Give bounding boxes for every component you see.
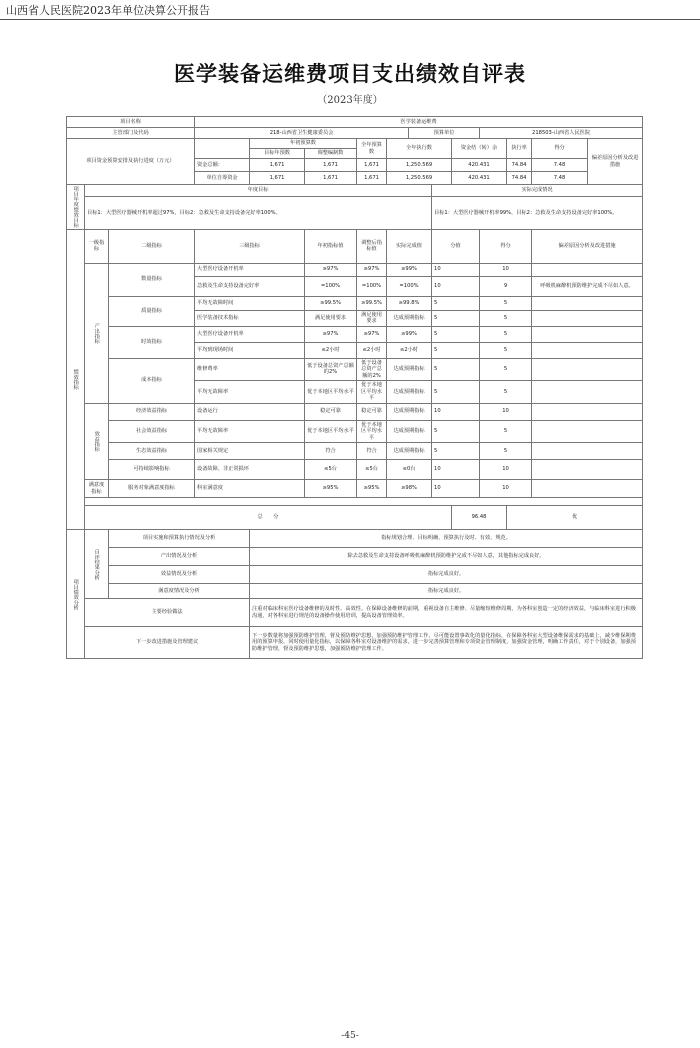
- analysis-item-text: 指标完成良好。: [250, 566, 643, 584]
- funds-header-row-1: [67, 139, 643, 149]
- total-score: 96.48: [452, 506, 507, 530]
- quality-indicator-label: 质量指标: [109, 296, 195, 326]
- indicator-name: 医学装备技术指标: [195, 310, 305, 326]
- indicator-actual: ≥99%: [387, 326, 432, 342]
- funds-row-value: 1,671: [250, 159, 305, 172]
- goals-content-row: [67, 197, 643, 229]
- unit-value: 218503-山西省人民医院: [480, 128, 643, 139]
- indicator-initial: 优于本地区平均水平: [305, 420, 357, 443]
- indicator-actual: ≤2小时: [387, 342, 432, 358]
- indicator-reason: [532, 480, 643, 498]
- indicator-adjusted: ≤2小时: [357, 342, 387, 358]
- analysis-group-label: 项目绩效分析: [67, 530, 85, 659]
- indicator-weight: 5: [432, 443, 480, 460]
- analysis-item-text: 注重对临床科室医疗设备维修的及时性、高效性。在保障设备维修的前期，重视设备自主维修、尽量缩短维修周期，为各科室创造一定的经济效益，与临床科室进行积极沟通，对各科室进行规范的设备操作使用培训，提高设备管理效率。: [250, 599, 643, 627]
- funds-row-value: 1,250.569: [387, 172, 452, 185]
- indicator-weight: 10: [432, 263, 480, 276]
- funds-row-value: 420.431: [452, 159, 507, 172]
- indicator-score: 5: [480, 358, 532, 381]
- timeliness-indicator-label: 时效指标: [109, 326, 195, 358]
- indicator-name: 设备故障、非正常损坏: [195, 460, 305, 480]
- satisfaction-indicator-label: 满意度指标: [85, 480, 109, 498]
- unit-label: 预算单位: [409, 128, 480, 139]
- funds-label: 项目资金预算安排及执行进度（万元）: [67, 139, 195, 185]
- indicator-score: 10: [480, 460, 532, 480]
- goals-annual-target-header: 年度目标: [85, 185, 432, 197]
- indicator-weight: 5: [432, 420, 480, 443]
- indicator-actual: 达成预期指标: [387, 381, 432, 404]
- indicator-initial: 稳定可靠: [305, 403, 357, 420]
- indicator-actual: 达成预期指标: [387, 403, 432, 420]
- indicator-l3-header: 三级指标: [195, 229, 305, 263]
- funds-row-value: 420.431: [452, 172, 507, 185]
- indicator-name: 平均无故障率: [195, 420, 305, 443]
- indicator-weight-header: 分值: [432, 229, 480, 263]
- spacer-cell: [85, 498, 643, 506]
- indicator-score: 5: [480, 342, 532, 358]
- analysis-sub-label: 自评结果分析: [85, 530, 109, 599]
- analysis-row: [67, 599, 643, 627]
- indicator-actual: ≤0台: [387, 460, 432, 480]
- ecological-indicator-label: 生态效益指标: [109, 443, 195, 460]
- customer-satisfaction-label: 服务对象满意度指标: [109, 480, 195, 498]
- indicator-adjusted: 稳定可靠: [357, 403, 387, 420]
- indicator-row: [67, 296, 643, 310]
- analysis-row: [67, 584, 643, 599]
- indicator-initial: 符合: [305, 443, 357, 460]
- funds-full-year-budget-header: 全年预算数: [357, 139, 387, 159]
- indicator-row: [67, 358, 643, 381]
- indicator-score: 5: [480, 420, 532, 443]
- indicator-name: 国家相关规定: [195, 443, 305, 460]
- indicator-score-header: 得分: [480, 229, 532, 263]
- indicator-name: 平均到现场时间: [195, 342, 305, 358]
- indicator-weight: 5: [432, 358, 480, 381]
- funds-annual-budget-header: 年初预算数: [250, 139, 357, 149]
- funds-row-value: 1,671: [357, 159, 387, 172]
- indicator-actual: ≥99%: [387, 263, 432, 276]
- goals-actual: 目标1：大型医疗器械开机率99%，目标2：急救及生命支持设备完好率100%。: [432, 197, 643, 229]
- indicator-adjusted: ≥99.5%: [357, 296, 387, 310]
- analysis-item-label: 项目实施和预算执行情况及分析: [109, 530, 250, 548]
- indicator-adjusted-header: 调整后指标值: [357, 229, 387, 263]
- analysis-row: [67, 627, 643, 659]
- document-header: 山西省人民医院2023年单位决算公开报告: [6, 4, 210, 17]
- page-number: -45-: [341, 1031, 359, 1041]
- indicator-row: [67, 443, 643, 460]
- indicator-reason: [532, 443, 643, 460]
- indicator-initial: 优于本地区平均水平: [305, 381, 357, 404]
- indicator-weight: 10: [432, 276, 480, 296]
- benefit-indicator-label: 效益指标: [85, 403, 109, 480]
- analysis-row: [67, 548, 643, 566]
- evaluation-table: [66, 116, 643, 659]
- department-value: 218-山西省卫生健康委员会: [195, 128, 409, 139]
- economic-indicator-label: 经济效益指标: [109, 403, 195, 420]
- indicator-reason-header: 偏差原因分析及改进措施: [532, 229, 643, 263]
- indicator-initial: ≥99.5%: [305, 296, 357, 310]
- indicator-spacer-row: [67, 498, 643, 506]
- funds-row-value: 74.84: [507, 172, 532, 185]
- analysis-item-text: 除去急救及生命支持设备呼吸机麻醉机预防维护完成不尽如人意，其他指标完成良好。: [250, 548, 643, 566]
- indicator-actual-header: 实际完成值: [387, 229, 432, 263]
- indicator-initial: ≥97%: [305, 263, 357, 276]
- funds-row-value: 1,250.569: [387, 159, 452, 172]
- funds-score-header: 得分: [532, 139, 588, 159]
- indicator-name: 急救及生命支持设备完好率: [195, 276, 305, 296]
- indicator-adjusted: ≥95%: [357, 480, 387, 498]
- indicator-weight: 5: [432, 296, 480, 310]
- funds-full-year-exec-header: 全年执行数: [387, 139, 452, 159]
- funds-target-budget-header: 目标年预数: [250, 149, 305, 159]
- indicator-initial: 满足使用要求: [305, 310, 357, 326]
- page-subtitle: （2023年度）: [317, 95, 383, 106]
- indicator-score: 10: [480, 263, 532, 276]
- indicator-reason: [532, 460, 643, 480]
- indicator-weight: 10: [432, 460, 480, 480]
- goals-actual-header: 实际完成情况: [432, 185, 643, 197]
- indicator-actual: 达成预期指标: [387, 310, 432, 326]
- analysis-item-text: 下一步数量将加强预防维护管理，督及预防维护思想，加强预防维护管理工作，尽可能设置事故化的量化指标，在保障各科室大型设备维保需求的基础上，减少维保期费用的预算申报，同时使用量化指标，以保障各科室对设备维护的需求，进一步完善预算管理和专项资金管理制度，加强资金管理，明确工作责任，对于个别设备，加强预防维护管理，督及预防维护思想，加强预防维护管理工作。: [250, 627, 643, 659]
- indicator-adjusted: ≥97%: [357, 263, 387, 276]
- analysis-item-label: 效益情况及分析: [109, 566, 250, 584]
- indicator-weight: 5: [432, 381, 480, 404]
- total-row: [67, 506, 643, 530]
- indicator-score: 10: [480, 403, 532, 420]
- indicator-score: 5: [480, 310, 532, 326]
- indicator-adjusted: =100%: [357, 276, 387, 296]
- indicator-reason: [532, 263, 643, 276]
- project-name-label: 项目名称: [67, 117, 195, 128]
- indicator-name: 平均无故障时间: [195, 296, 305, 310]
- indicator-name: 大型医疗设备开机率: [195, 263, 305, 276]
- analysis-row: [67, 566, 643, 584]
- indicator-row: [67, 480, 643, 498]
- quantity-indicator-label: 数量指标: [109, 263, 195, 296]
- indicator-actual: 达成预期指标: [387, 420, 432, 443]
- indicator-reason: [532, 310, 643, 326]
- funds-row-value: 1,671: [357, 172, 387, 185]
- indicator-name: 维修费率: [195, 358, 305, 381]
- indicator-weight: 5: [432, 310, 480, 326]
- indicator-l1-header: 一级指标: [85, 229, 109, 263]
- project-name-value: 医学装备运维费: [195, 117, 643, 128]
- indicator-name: 大型医疗设备开机率: [195, 326, 305, 342]
- indicator-initial: ≤5台: [305, 460, 357, 480]
- analysis-row: [67, 530, 643, 548]
- indicator-reason: [532, 326, 643, 342]
- analysis-item-text: 指标完成良好。: [250, 584, 643, 599]
- page-title: 医学装备运维费项目支出绩效自评表: [174, 62, 526, 86]
- funds-row-value: 1,671: [305, 172, 357, 185]
- funds-surplus-header: 资金结（转）余: [452, 139, 507, 159]
- indicator-row: [67, 263, 643, 276]
- indicator-row: [67, 420, 643, 443]
- indicator-actual: 达成预期指标: [387, 443, 432, 460]
- indicator-score: 10: [480, 480, 532, 498]
- analysis-item-text: 指标规划合理、目标明确、预算执行及时、有效、规范。: [250, 530, 643, 548]
- indicator-score: 5: [480, 443, 532, 460]
- indicator-score: 9: [480, 276, 532, 296]
- indicator-name: 平均无故障率: [195, 381, 305, 404]
- funds-row-label: 资金总额：: [195, 159, 250, 172]
- funds-row-value: 1,671: [305, 159, 357, 172]
- indicator-row: [67, 326, 643, 342]
- sustainability-indicator-label: 可持续影响指标: [109, 460, 195, 480]
- indicator-initial: ≤2小时: [305, 342, 357, 358]
- goals-annual-target: 目标1：大型医疗器械开机率超过97%，目标2：急救及生命支持设备完好率100%。: [85, 197, 432, 229]
- indicator-weight: 10: [432, 403, 480, 420]
- indicator-adjusted: ≤5台: [357, 460, 387, 480]
- indicator-initial-header: 年初指标值: [305, 229, 357, 263]
- social-indicator-label: 社会效益指标: [109, 420, 195, 443]
- indicator-adjusted: 优于本地区平均水平: [357, 420, 387, 443]
- analysis-item-label: 主要经验做法: [85, 599, 250, 627]
- indicator-adjusted: 满足使用要求: [357, 310, 387, 326]
- indicator-reason: 呼吸机麻醉机预防维护完成不尽如人意。: [532, 276, 643, 296]
- indicator-actual: =100%: [387, 276, 432, 296]
- indicator-actual: ≥99.8%: [387, 296, 432, 310]
- indicator-reason: [532, 420, 643, 443]
- funds-blank-cell: [195, 139, 250, 159]
- total-label: 总 分: [85, 506, 452, 530]
- indicator-name: 设备运行: [195, 403, 305, 420]
- indicator-weight: 5: [432, 342, 480, 358]
- project-name-row: [67, 117, 643, 128]
- indicator-adjusted: 符合: [357, 443, 387, 460]
- funds-row-label: 单位自筹资金: [195, 172, 250, 185]
- funds-exec-rate-header: 执行率: [507, 139, 532, 159]
- analysis-item-label: 产出情况及分析: [109, 548, 250, 566]
- indicator-initial: ≥97%: [305, 326, 357, 342]
- total-grade: 优: [507, 506, 643, 530]
- indicator-weight: 10: [432, 480, 480, 498]
- indicator-reason: [532, 403, 643, 420]
- indicators-group-label: 绩效指标: [67, 229, 85, 530]
- funds-deviation-header: 偏差原因分析及改进措施: [588, 139, 643, 185]
- indicator-actual: 达成预期指标: [387, 358, 432, 381]
- indicator-weight: 5: [432, 326, 480, 342]
- header-rule: [0, 19, 700, 20]
- indicators-header-row: [67, 229, 643, 263]
- indicator-row: [67, 460, 643, 480]
- department-row: [67, 128, 643, 139]
- department-label: 主管部门及代码: [67, 128, 195, 139]
- indicator-score: 5: [480, 381, 532, 404]
- indicator-adjusted: 低于设备总资产总额的2%: [357, 358, 387, 381]
- indicator-row: [67, 403, 643, 420]
- indicator-initial: 低于设备总资产总额的2%: [305, 358, 357, 381]
- output-indicator-label: 产出指标: [85, 263, 109, 403]
- indicator-score: 5: [480, 296, 532, 310]
- indicator-adjusted: ≥97%: [357, 326, 387, 342]
- indicator-reason: [532, 342, 643, 358]
- indicator-adjusted: 优于本地区平均水平: [357, 381, 387, 404]
- indicator-reason: [532, 358, 643, 381]
- indicator-initial: =100%: [305, 276, 357, 296]
- goals-header-row: [67, 185, 643, 197]
- funds-row-value: 74.84: [507, 159, 532, 172]
- indicator-score: 5: [480, 326, 532, 342]
- indicator-actual: ≥98%: [387, 480, 432, 498]
- indicator-initial: ≥95%: [305, 480, 357, 498]
- analysis-item-label: 满意度情况及分析: [109, 584, 250, 599]
- indicator-l2-header: 二级指标: [109, 229, 195, 263]
- indicator-reason: [532, 381, 643, 404]
- funds-row-value: 7.48: [532, 159, 588, 172]
- cost-indicator-label: 成本指标: [109, 358, 195, 403]
- indicator-name: 科室满意度: [195, 480, 305, 498]
- analysis-item-label: 下一步改进措施及管理建议: [85, 627, 250, 659]
- funds-adjusted-budget-header: 调整编制数: [305, 149, 357, 159]
- funds-row-value: 1,671: [250, 172, 305, 185]
- indicator-reason: [532, 296, 643, 310]
- goals-label: 项目年度绩效目标: [67, 185, 85, 230]
- funds-row-value: 7.48: [532, 172, 588, 185]
